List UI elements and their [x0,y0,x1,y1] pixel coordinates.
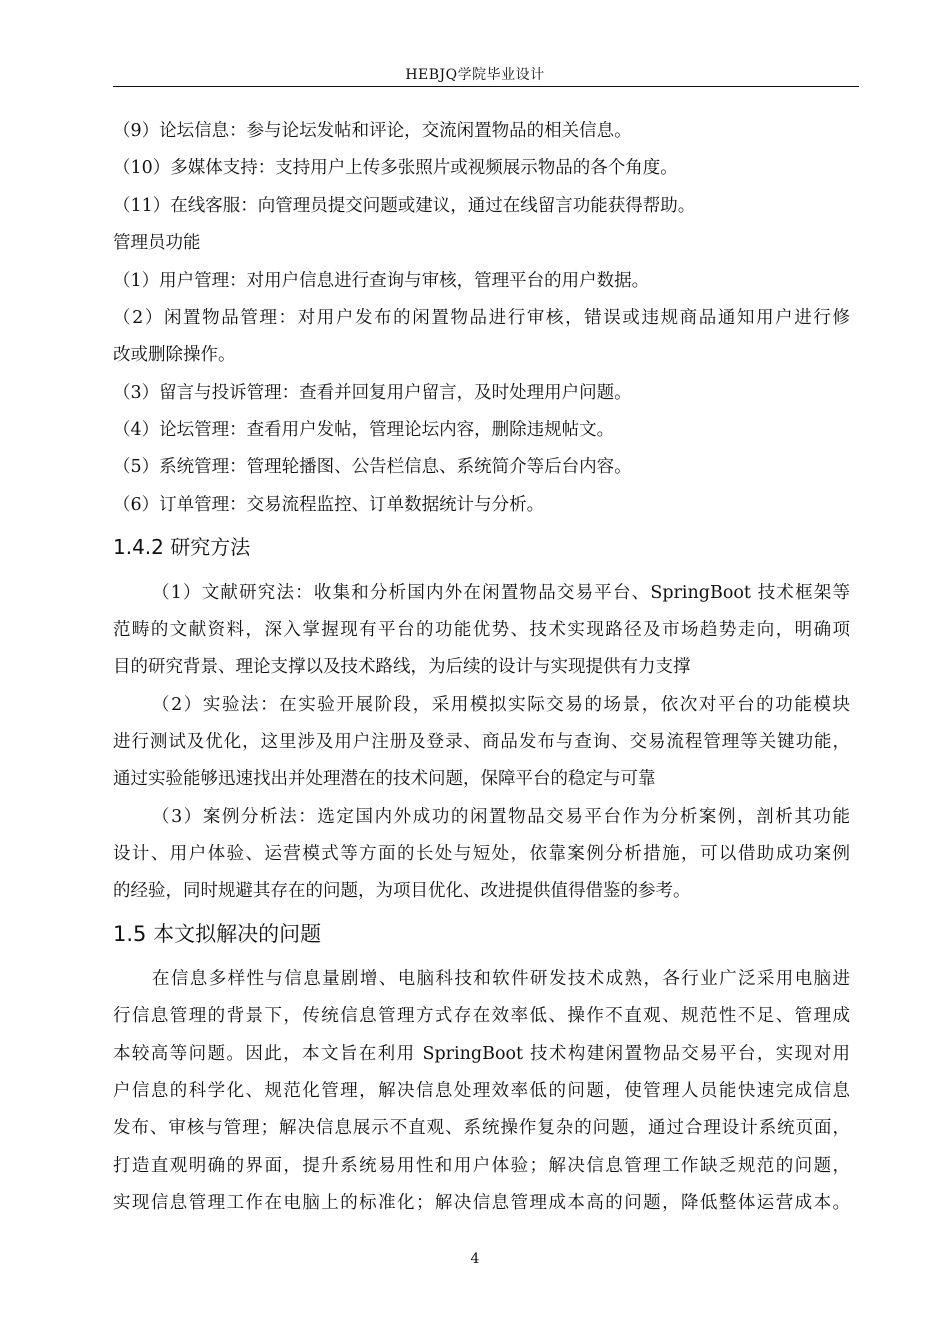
list-item-continuation: 改或删除操作。 [113,345,236,365]
list-item: （3）留言与投诉管理：查看并回复用户留言，及时处理用户问题。 [113,383,632,403]
list-item: （6）订单管理：交易流程监控、订单数据统计与分析。 [113,495,545,515]
running-header: HEBJQ学院毕业设计 [405,67,545,83]
header-rule [113,86,859,87]
paragraph-line: 户信息的科学化、规范化管理，解决信息处理效率低的问题，使管理人员能快速完成信息 [113,1081,850,1101]
list-item: （1）用户管理：对用户信息进行查询与审核，管理平台的用户数据。 [113,271,650,291]
list-item: （4）论坛管理：查看用户发帖，管理论坛内容，删除违规帖文。 [113,420,615,440]
page-number: 4 [470,1251,480,1267]
list-item: （10）多媒体支持：支持用户上传多张照片或视频展示物品的各个角度。 [113,158,678,178]
paragraph-line: 发布、审核与管理；解决信息展示不直观、系统操作复杂的问题，通过合理设计系统页面， [113,1118,850,1138]
paragraph-line: 目的研究背景、理论支撑以及技术路线，为后续的设计与实现提供有力支撑 [113,657,691,677]
paragraph-line: （3）案例分析法：选定国内外成功的闲置物品交易平台作为分析案例，剖析其功能 [152,807,850,827]
paragraph-line: 通过实验能够迅速找出并处理潜在的技术问题，保障平台的稳定与可靠 [113,769,656,789]
section-heading-1-5: 1.5 本文拟解决的问题 [113,922,322,946]
subheading-admin: 管理员功能 [113,233,201,253]
paragraph-line: 行信息管理的背景下，传统信息管理方式存在效率低、操作不直观、规范性不足、管理成 [113,1006,850,1026]
list-item: （5）系统管理：管理轮播图、公告栏信息、系统简介等后台内容。 [113,457,632,477]
paragraph-line: 范畴的文献资料，深入掌握现有平台的功能优势、技术实现路径及市场趋势走向，明确项 [113,620,850,640]
list-item: （11）在线客服：向管理员提交问题或建议，通过在线留言功能获得帮助。 [113,196,696,216]
paragraph-line: 打造直观明确的界面，提升系统易用性和用户体验；解决信息管理工作缺乏规范的问题， [113,1156,850,1176]
paragraph-line: 进行测试及优化，这里涉及用户注册及登录、商品发布与查询、交易流程管理等关键功能， [113,732,850,752]
list-item: （2）闲置物品管理：对用户发布的闲置物品进行审核，错误或违规商品通知用户进行修 [113,308,850,328]
paragraph-line: 在信息多样性与信息量剧增、电脑科技和软件研发技术成熟，各行业广泛采用电脑进 [152,969,850,989]
paragraph-line: 本较高等问题。因此，本文旨在利用 SpringBoot 技术构建闲置物品交易平台，实现对用 [113,1044,850,1064]
section-heading-1-4-2: 1.4.2 研究方法 [113,535,251,559]
paragraph-line: 实现信息管理工作在电脑上的标准化；解决信息管理成本高的问题，降低整体运营成本。 [113,1193,850,1213]
list-item: （9）论坛信息：参与论坛发帖和评论，交流闲置物品的相关信息。 [113,121,632,141]
paragraph-line: （1）文献研究法：收集和分析国内外在闲置物品交易平台、SpringBoot 技术框架等 [152,583,850,603]
paragraph-line: （2）实验法：在实验开展阶段，采用模拟实际交易的场景，依次对平台的功能模块 [152,695,850,715]
paragraph-line: 的经验，同时规避其存在的问题，为项目优化、改进提供值得借鉴的参考。 [113,881,691,901]
paragraph-line: 设计、用户体验、运营模式等方面的长处与短处，依靠案例分析措施，可以借助成功案例 [113,844,850,864]
